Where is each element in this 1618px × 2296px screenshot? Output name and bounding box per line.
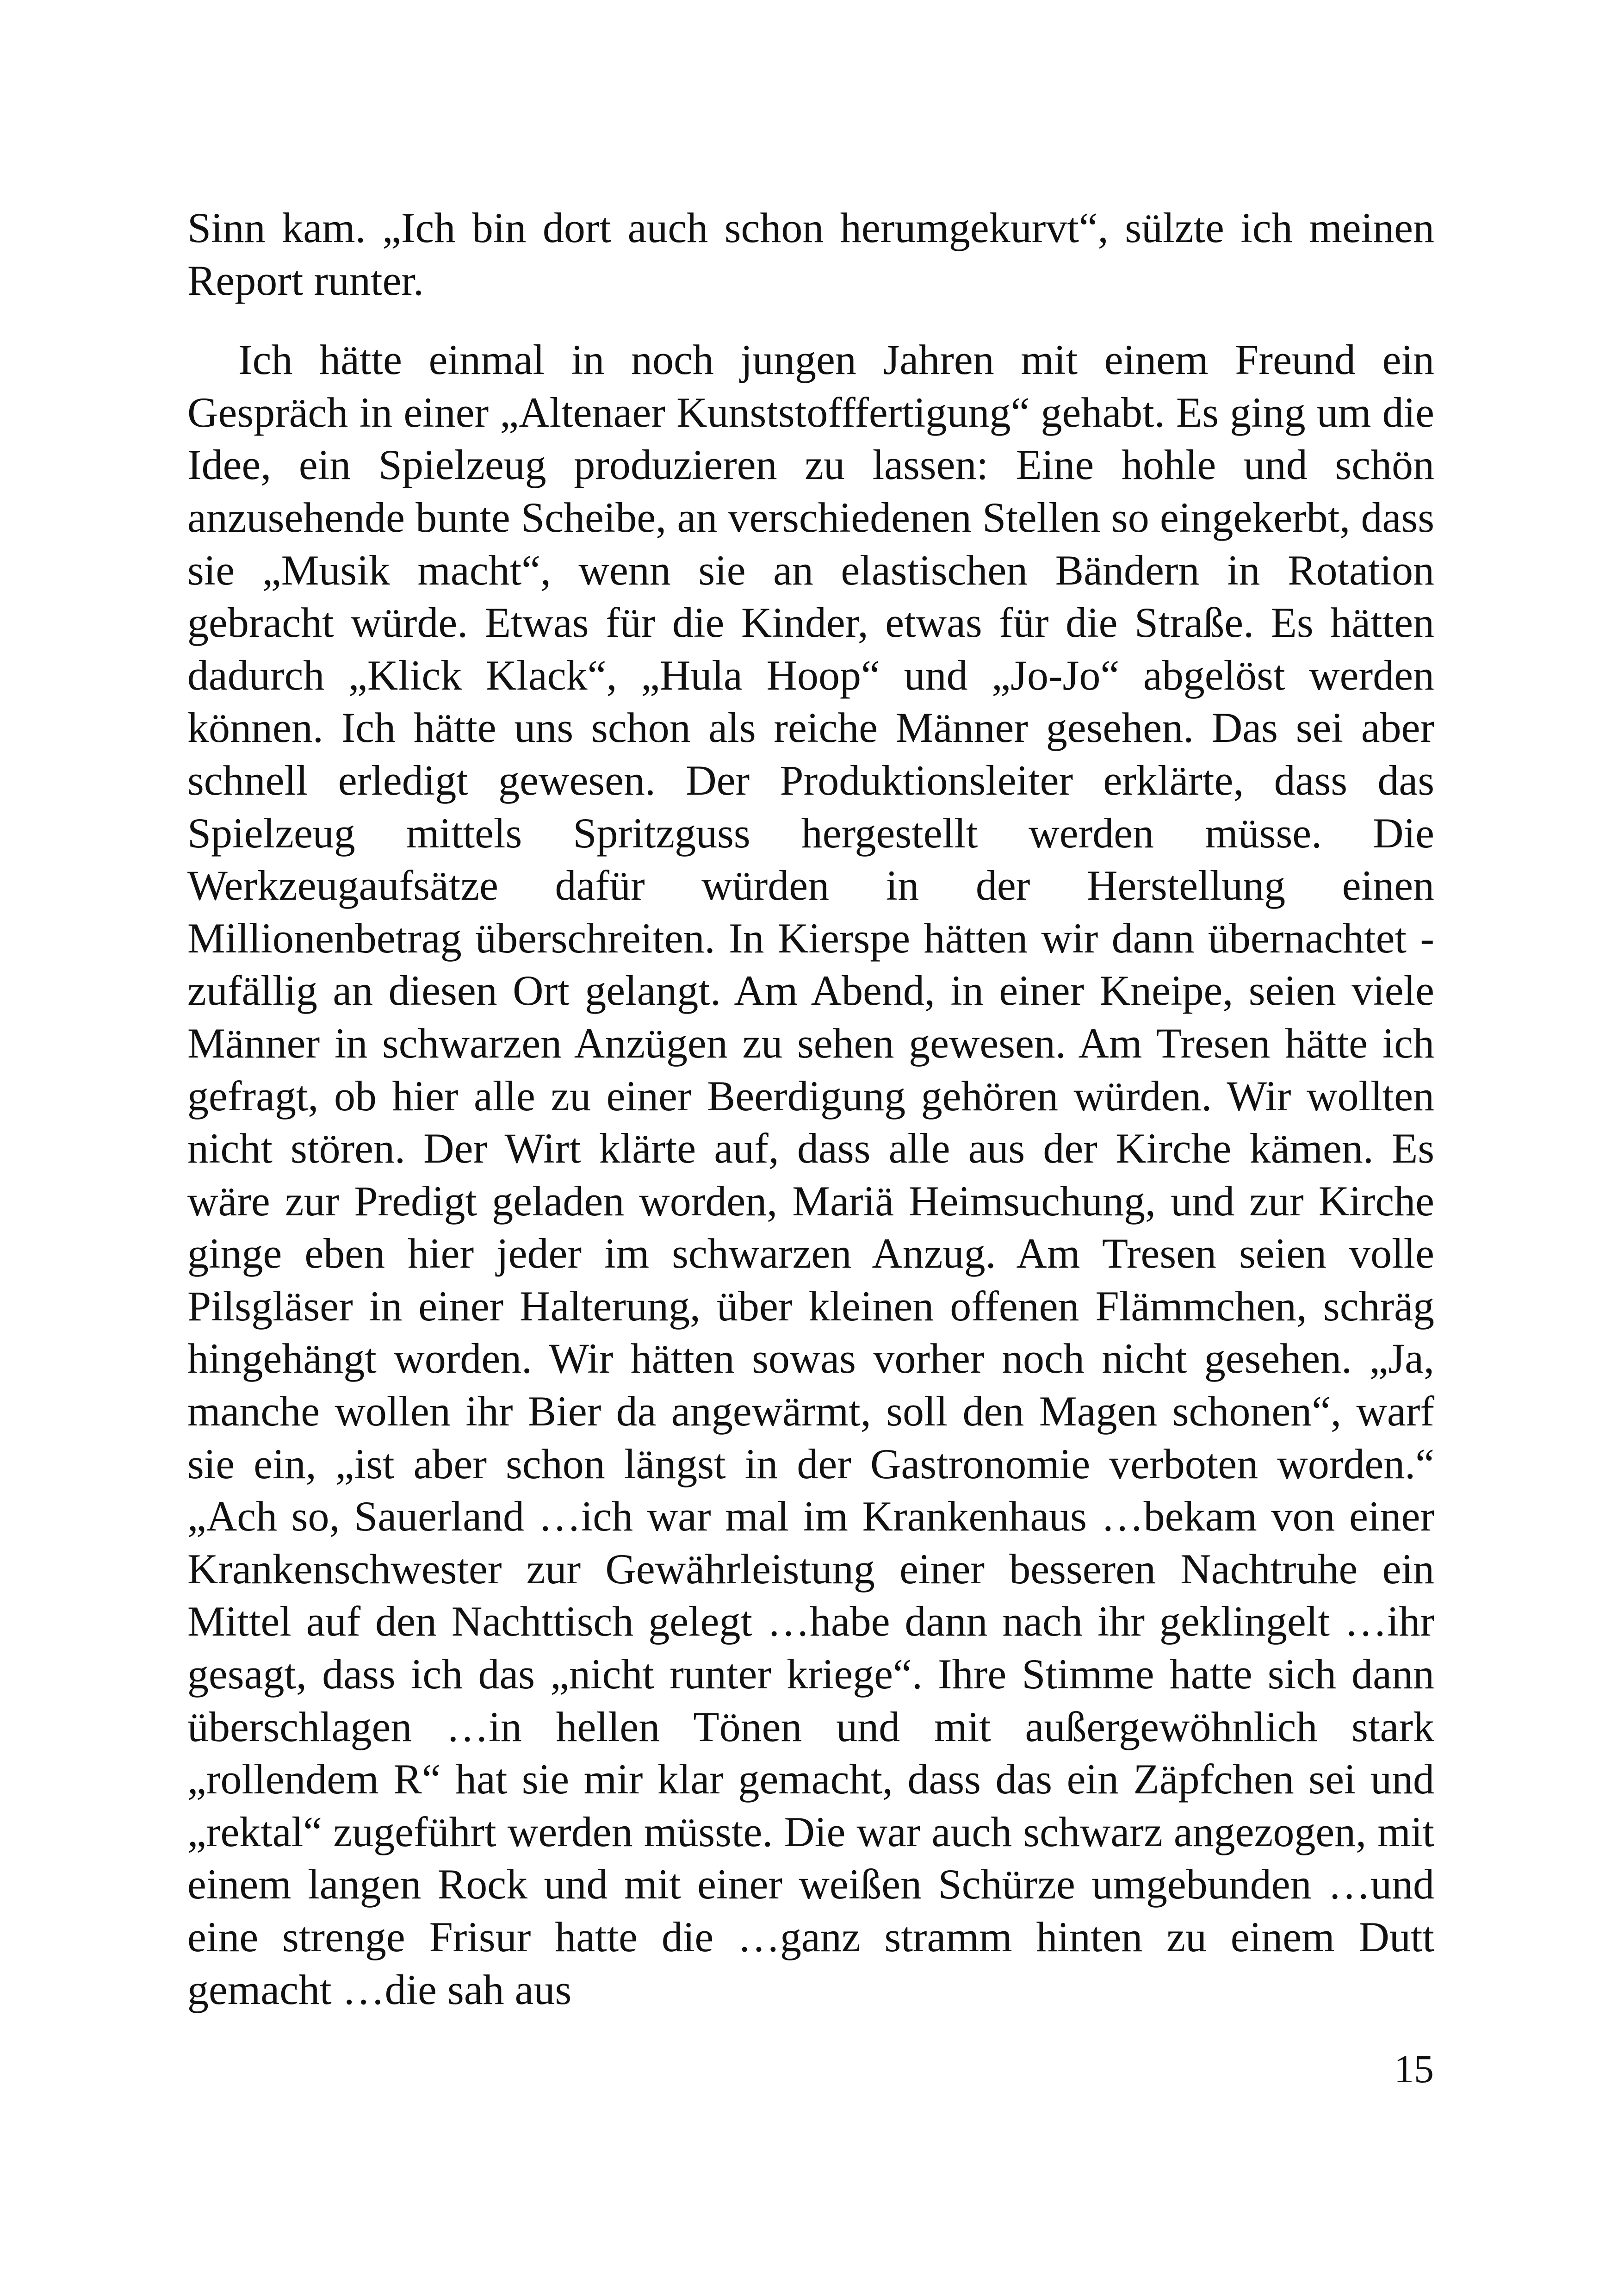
page-number: 15 xyxy=(1394,2047,1434,2091)
paragraph-2: Ich hätte einmal in noch jungen Jahren mit einem Freund ein Gespräch in einer „Altenaer Kunststofffertigung“ gehabt. Es ging um die Idee, ein Spielzeug produzieren zu lassen: Eine hohle und schön anzusehende bunte Scheibe, an verschiedenen Stellen so eingekerbt, dass sie „Musik macht“, wenn sie an elastischen Bändern in Rotation gebracht würde. Etwas für die Kinder, etwas für die Straße. Es hätten dadurch „Klick Klack“, „Hula Hoop“ und „Jo-Jo“ abgelöst werden können. Ich hätte uns schon als reiche Männer gesehen. Das sei aber schnell erledigt gewesen. Der Produktionsleiter erklärte, dass das Spielzeug mittels Spritzguss hergestellt werden müsse. Die Werkzeugaufsätze dafür würden in der Herstellung einen Millionenbetrag überschreiten. In Kierspe hätten wir dann übernachtet - zufällig an diesen Ort gelangt. Am Abend, in einer Kneipe, seien viele Männer in schwarzen Anzügen zu sehen gewesen. Am Tresen hätte ich gefragt, ob hier alle zu einer Beerdigung gehören würden. Wir wollten nicht stören. Der Wirt klärte auf, dass alle aus der Kirche kämen. Es wäre zur Predigt geladen worden, Mariä Heimsuchung, und zur Kirche ginge eben hier jeder im schwarzen Anzug. Am Tresen seien volle Pilsgläser in einer Halterung, über kleinen offenen Flämmchen, schräg hingehängt worden. Wir hätten sowas vorher noch nicht gesehen. „Ja, manche wollen ihr Bier da angewärmt, soll den Magen schonen“, warf sie ein, „ist aber schon längst in der Gastronomie verboten worden.“ „Ach so, Sauerland …ich war mal im Krankenhaus …bekam von einer Krankenschwester zur Gewährleistung einer besseren Nachtruhe ein Mittel auf den Nachttisch gelegt …habe dann nach ihr geklingelt …ihr gesagt, dass ich das „nicht runter kriege“. Ihre Stimme hatte sich dann überschlagen …in hellen Tönen und mit außergewöhnlich stark „rollendem R“ hat sie mir klar gemacht, dass das ein Zäpfchen sei und „rektal“ zugeführt werden müsste. Die war auch schwarz angezogen, mit einem langen Rock und mit einer weißen Schürze umgebunden …und eine strenge Frisur hatte die …ganz stramm hinten zu einem Dutt gemacht …die sah aus xyxy=(187,336,1434,2013)
paragraph-1: Sinn kam. „Ich bin dort auch schon herumgekurvt“, sülzte ich meinen Report runter. xyxy=(187,204,1434,304)
body-text xyxy=(187,202,1434,2016)
